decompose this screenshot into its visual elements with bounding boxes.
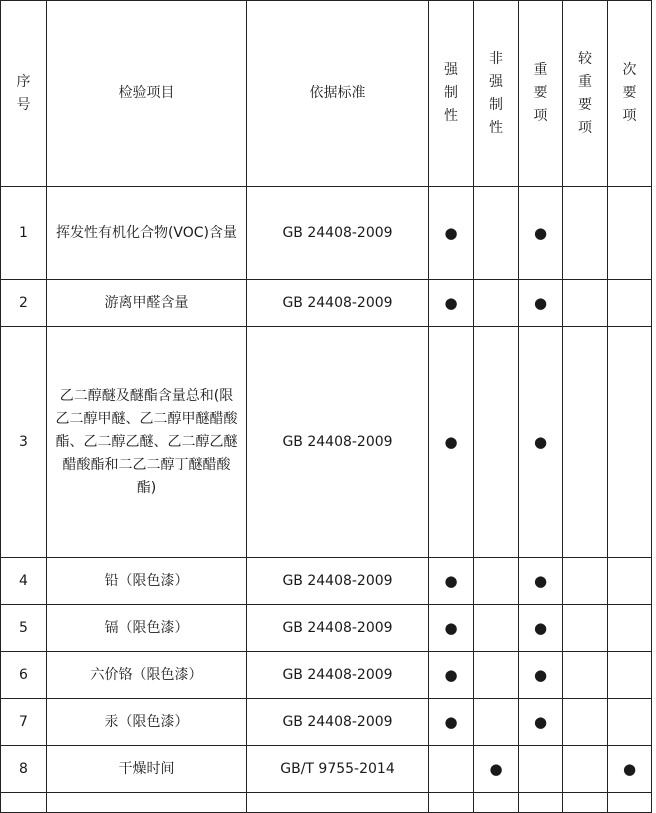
table-row	[1, 280, 652, 327]
cell-minor	[608, 280, 652, 327]
header-important: 重要项	[519, 1, 563, 187]
cell-no: 2	[1, 280, 47, 327]
cell-minor: ●	[608, 746, 652, 793]
cell-no: 5	[1, 605, 47, 652]
cell-item: 六价铬（限色漆）	[47, 652, 247, 699]
header-row	[1, 1, 652, 187]
cell-minor	[608, 605, 652, 652]
cell-mandatory: ●	[429, 280, 474, 327]
cell-standard: GB/T 9755-2014	[247, 746, 429, 793]
cell-standard: GB 24408-2009	[247, 652, 429, 699]
cell-item: 干燥时间	[47, 746, 247, 793]
cell-non-mandatory: ●	[474, 746, 519, 793]
cell-fairly-important	[563, 327, 608, 558]
header-non-mandatory: 非强制性	[474, 1, 519, 187]
empty-cell	[608, 793, 652, 813]
cell-important: ●	[519, 327, 563, 558]
cell-important: ●	[519, 652, 563, 699]
cell-standard: GB 24408-2009	[247, 558, 429, 605]
empty-cell	[247, 793, 429, 813]
cell-important: ●	[519, 605, 563, 652]
cell-no: 7	[1, 699, 47, 746]
cell-non-mandatory	[474, 605, 519, 652]
cell-no: 4	[1, 558, 47, 605]
cell-item: 铅（限色漆）	[47, 558, 247, 605]
table-row	[1, 652, 652, 699]
cell-non-mandatory	[474, 327, 519, 558]
cell-important: ●	[519, 699, 563, 746]
cell-fairly-important	[563, 280, 608, 327]
cell-no: 3	[1, 327, 47, 558]
table-body	[1, 187, 652, 813]
empty-cell	[519, 793, 563, 813]
cell-mandatory: ●	[429, 558, 474, 605]
empty-cell	[429, 793, 474, 813]
cell-item: 镉（限色漆）	[47, 605, 247, 652]
table-row	[1, 327, 652, 558]
cell-minor	[608, 187, 652, 280]
cell-non-mandatory	[474, 558, 519, 605]
header-standard: 依据标准	[247, 1, 429, 187]
cell-fairly-important	[563, 605, 608, 652]
header-item: 检验项目	[47, 1, 247, 187]
cell-mandatory: ●	[429, 652, 474, 699]
cell-important: ●	[519, 187, 563, 280]
table-row	[1, 746, 652, 793]
cell-mandatory: ●	[429, 605, 474, 652]
empty-cell	[1, 793, 47, 813]
cell-important: ●	[519, 280, 563, 327]
cell-standard: GB 24408-2009	[247, 605, 429, 652]
cell-fairly-important	[563, 558, 608, 605]
cell-item: 游离甲醛含量	[47, 280, 247, 327]
cell-item: 挥发性有机化合物(VOC)含量	[47, 187, 247, 280]
cell-non-mandatory	[474, 187, 519, 280]
cell-mandatory: ●	[429, 187, 474, 280]
cell-minor	[608, 652, 652, 699]
table-row	[1, 605, 652, 652]
cell-minor	[608, 558, 652, 605]
cell-standard: GB 24408-2009	[247, 699, 429, 746]
cell-standard: GB 24408-2009	[247, 187, 429, 280]
cell-no: 1	[1, 187, 47, 280]
cell-non-mandatory	[474, 280, 519, 327]
empty-cell	[47, 793, 247, 813]
cell-standard: GB 24408-2009	[247, 327, 429, 558]
cell-fairly-important	[563, 652, 608, 699]
cell-fairly-important	[563, 187, 608, 280]
cell-important	[519, 746, 563, 793]
cell-item: 汞（限色漆）	[47, 699, 247, 746]
cell-important: ●	[519, 558, 563, 605]
cell-non-mandatory	[474, 652, 519, 699]
cell-minor	[608, 327, 652, 558]
cell-mandatory	[429, 746, 474, 793]
cell-mandatory: ●	[429, 699, 474, 746]
table-row	[1, 699, 652, 746]
cell-minor	[608, 699, 652, 746]
cell-no: 6	[1, 652, 47, 699]
partial-next-row	[1, 793, 652, 813]
cell-fairly-important	[563, 746, 608, 793]
header-no: 序号	[1, 1, 47, 187]
cell-mandatory: ●	[429, 327, 474, 558]
table-row	[1, 558, 652, 605]
table-row	[1, 187, 652, 280]
empty-cell	[563, 793, 608, 813]
header-mandatory: 强制性	[429, 1, 474, 187]
cell-fairly-important	[563, 699, 608, 746]
empty-cell	[474, 793, 519, 813]
cell-no: 8	[1, 746, 47, 793]
header-fairly-important: 较重要项	[563, 1, 608, 187]
cell-standard: GB 24408-2009	[247, 280, 429, 327]
cell-non-mandatory	[474, 699, 519, 746]
header-minor: 次要项	[608, 1, 652, 187]
cell-item: 乙二醇醚及醚酯含量总和(限乙二醇甲醚、乙二醇甲醚醋酸酯、乙二醇乙醚、乙二醇乙醚醋酸酯和二乙二醇丁醚醋酸酯)	[47, 327, 247, 558]
